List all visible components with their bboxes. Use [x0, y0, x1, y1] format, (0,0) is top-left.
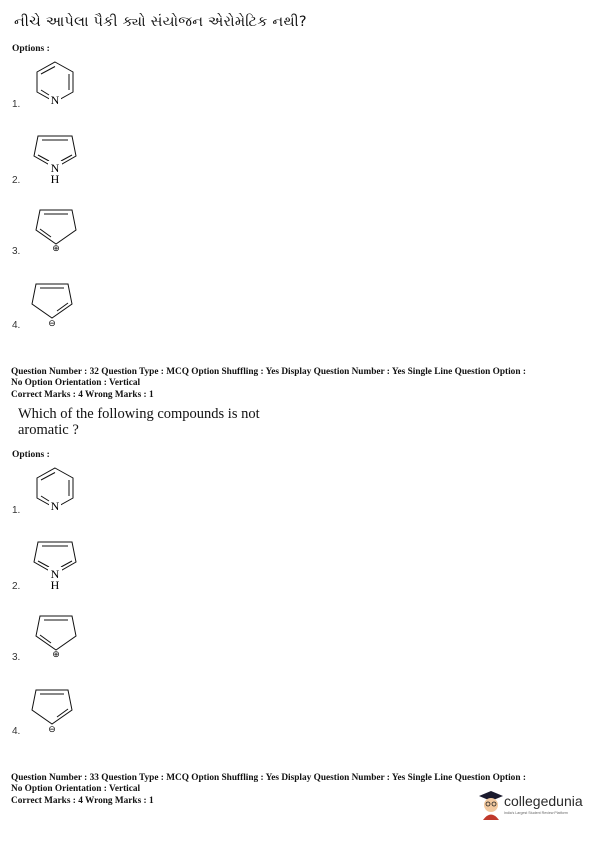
meta-line: Correct Marks : 4 Wrong Marks : 1: [11, 796, 154, 806]
ring-atom-label: N: [50, 93, 60, 107]
cyclopentadienyl-anion-structure: [30, 280, 80, 330]
option-number: 4.: [12, 320, 21, 331]
ring-atom-label: N: [50, 499, 60, 513]
option-number: 2.: [12, 581, 21, 592]
options-label: Options :: [12, 450, 50, 460]
positive-charge-icon: ⊕: [52, 243, 60, 253]
option-number: 4.: [12, 726, 21, 737]
option-number: 3.: [12, 246, 21, 257]
meta-line: Question Number : 32 Question Type : MCQ Option Shuffling : Yes Display Question Number : Yes Single Line Question Option :: [11, 367, 526, 377]
option-number: 2.: [12, 175, 21, 186]
cyclopentadienyl-cation-structure: [34, 206, 84, 256]
question-line: Which of the following compounds is not: [18, 406, 260, 422]
cyclopentadienyl-cation-structure: [34, 612, 84, 662]
pyrrole-structure: [32, 536, 82, 596]
meta-line: Question Number : 33 Question Type : MCQ Option Shuffling : Yes Display Question Number : Yes Single Line Question Option :: [11, 773, 526, 783]
negative-charge-icon: ⊖: [48, 724, 56, 734]
pyridine-structure: [30, 58, 80, 108]
hydrogen-label: H: [50, 578, 60, 592]
cyclopentadienyl-anion-structure: [30, 686, 80, 736]
pyridine-structure: [30, 464, 80, 514]
option-number: 1.: [12, 99, 21, 110]
question-gujarati: નીચે આપેલા પૈકી ક્યો સંયોજન એરોમેટિક નથી?: [14, 14, 307, 30]
question-english: [18, 406, 318, 438]
option-number: 3.: [12, 652, 21, 663]
question-line: aromatic ?: [18, 422, 79, 438]
meta-line: No Option Orientation : Vertical: [11, 377, 141, 388]
pyrrole-structure: [32, 130, 82, 190]
negative-charge-icon: ⊖: [48, 318, 56, 328]
meta-line: Correct Marks : 4 Wrong Marks : 1: [11, 390, 154, 400]
hydrogen-label: H: [50, 172, 60, 186]
ring-atom-label: N: [50, 161, 60, 175]
option-number: 1.: [12, 505, 21, 516]
meta-line: No Option Orientation : Vertical: [11, 783, 141, 794]
positive-charge-icon: ⊕: [52, 649, 60, 659]
logo-wordmark: collegedunia: [504, 793, 583, 809]
logo-tagline: India's Largest Student Review Platform: [504, 811, 568, 815]
question-meta-32: [11, 367, 586, 401]
options-label: Options :: [12, 44, 50, 54]
ring-atom-label: N: [50, 567, 60, 581]
student-mascot-icon: [478, 789, 504, 821]
